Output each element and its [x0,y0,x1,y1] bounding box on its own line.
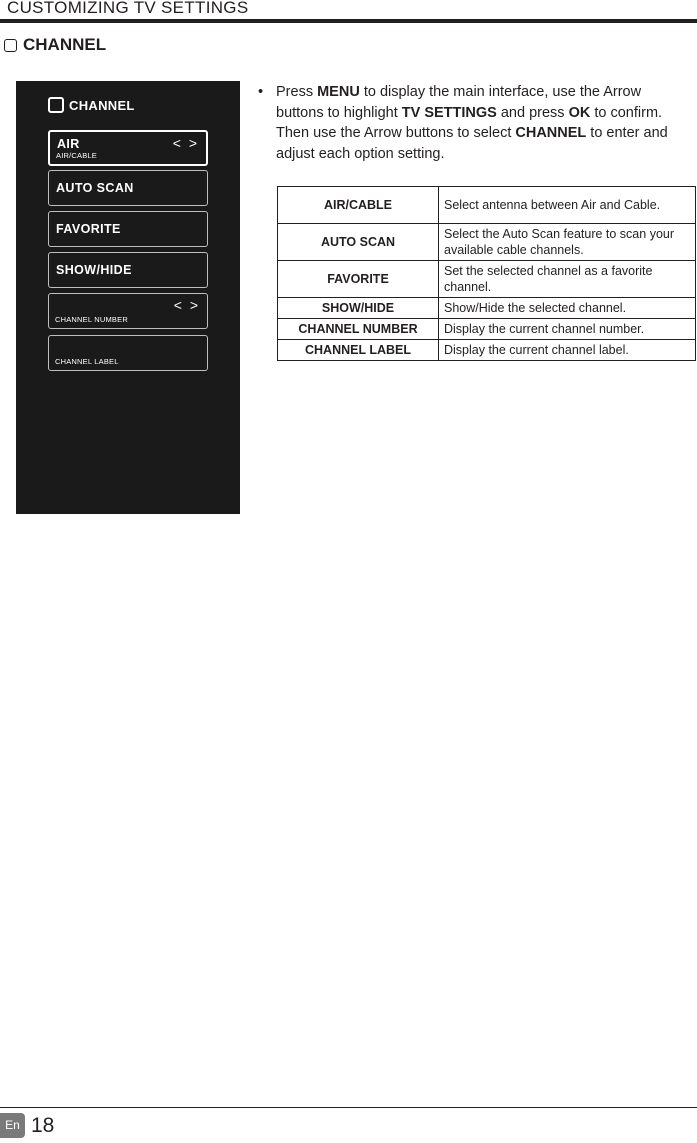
option-name: SHOW/HIDE [278,298,439,319]
menu-item-label: SHOW/HIDE [56,263,132,277]
option-name: AIR/CABLE [278,187,439,224]
option-description: Select antenna between Air and Cable. [439,187,696,224]
footer-rule [0,1107,697,1108]
menu-item-label: FAVORITE [56,222,121,236]
left-right-arrows-icon[interactable]: < > [173,297,200,313]
menu-item-favorite[interactable] [48,211,208,247]
option-name: CHANNEL NUMBER [278,319,439,340]
square-bullet-icon [48,97,64,113]
menu-item-channel-number[interactable] [48,293,208,329]
table-row [278,187,696,224]
left-right-arrows-icon[interactable]: < > [172,135,199,151]
instructions [258,82,688,164]
page-header-title: CUSTOMIZING TV SETTINGS [7,0,249,17]
tv-menu-panel [16,81,240,514]
table-row [278,224,696,261]
tv-menu-title-label: CHANNEL [69,97,135,113]
option-name: CHANNEL LABEL [278,340,439,361]
option-description: Display the current channel number. [439,319,696,340]
header-rule [0,19,697,23]
language-badge: En [0,1113,25,1138]
menu-item-label: AUTO SCAN [56,181,134,195]
instruction-paragraph: Press MENU to display the main interface, use the Arrow buttons to highlight TV SETTINGS and press OK to confirm. Then use the Arrow buttons to select CHANNEL to enter and adjust each option setting. [276,84,668,162]
option-description: Set the selected channel as a favorite channel. [439,261,696,298]
page-number: 18 [31,1113,55,1137]
menu-item-sublabel: CHANNEL LABEL [55,357,119,366]
square-bullet-icon [4,39,17,52]
menu-item-show-hide[interactable] [48,252,208,288]
table-row [278,340,696,361]
menu-item-sublabel: CHANNEL NUMBER [55,315,128,324]
tv-menu-title [48,97,135,113]
page-footer [0,1113,54,1138]
option-name: AUTO SCAN [278,224,439,261]
table-row [278,261,696,298]
menu-item-sublabel: AIR/CABLE [56,151,97,160]
section-heading-label: CHANNEL [23,35,107,54]
table-row [278,298,696,319]
bullet-icon: • [258,84,264,100]
option-description: Select the Auto Scan feature to scan your available cable channels. [439,224,696,261]
menu-item-air[interactable] [48,130,208,166]
option-name: FAVORITE [278,261,439,298]
section-heading [4,35,106,55]
menu-item-label: AIR [57,137,80,151]
option-description: Display the current channel label. [439,340,696,361]
menu-item-channel-label[interactable] [48,335,208,371]
table-row [278,319,696,340]
options-table [277,186,696,361]
option-description: Show/Hide the selected channel. [439,298,696,319]
menu-item-auto-scan[interactable] [48,170,208,206]
